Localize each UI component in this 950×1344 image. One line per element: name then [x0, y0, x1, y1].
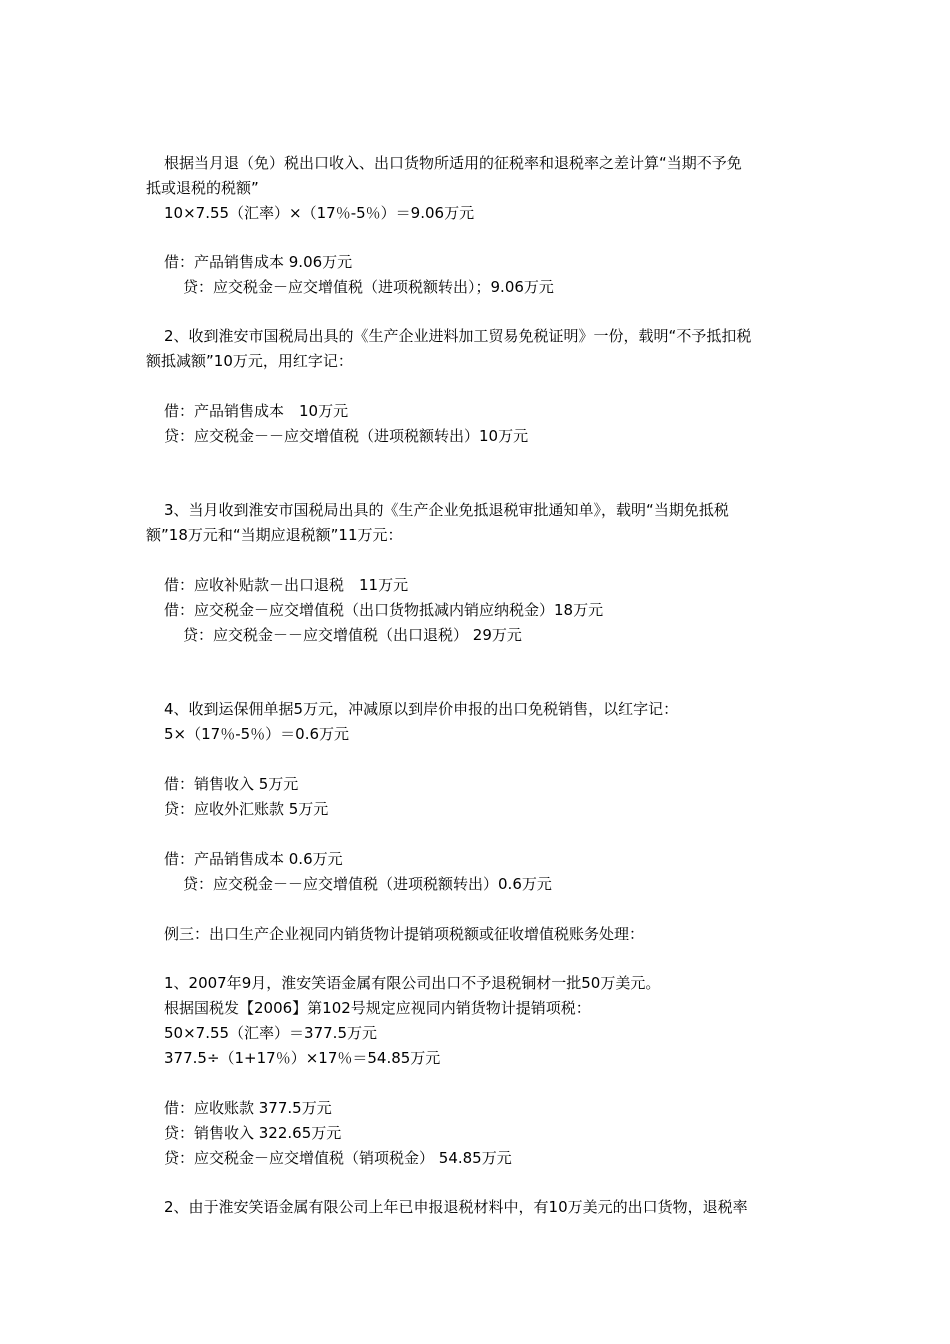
journal-entry-line: 借：应收账款 377.5万元: [164, 1099, 332, 1117]
formula-line: 50×7.55（汇率）＝377.5万元: [164, 1024, 377, 1042]
journal-entry-line: 贷：应收外汇账款 5万元: [164, 800, 329, 818]
paragraph-line: 2、由于淮安笑语金属有限公司上年已申报退税材料中，有10万美元的出口货物，退税率: [164, 1198, 748, 1216]
paragraph-line: 额抵减额”10万元，用红字记：: [146, 352, 353, 370]
paragraph-line: 根据当月退（免）税出口收入、出口货物所适用的征税率和退税率之差计算“当期不予免: [164, 154, 742, 172]
journal-entry-line: 借：应收补贴款－出口退税 11万元: [164, 576, 409, 594]
journal-entry-line: 贷：应交税金－－应交增值税（进项税额转出）0.6万元: [183, 875, 552, 893]
formula-line: 10×7.55（汇率）×（17％-5％）＝9.06万元: [164, 204, 475, 222]
paragraph-line: 1、2007年9月，淮安笑语金属有限公司出口不予退税铜材一批50万美元。: [164, 974, 661, 992]
journal-entry-line: 贷：应交税金－－应交增值税（进项税额转出）10万元: [164, 427, 529, 445]
journal-entry-line: 贷：应交税金－应交增值税（销项税金） 54.85万元: [164, 1149, 512, 1167]
paragraph-line: 2、收到淮安市国税局出具的《生产企业进料加工贸易免税证明》一份，载明“不予抵扣税: [164, 327, 752, 345]
paragraph-line: 3、当月收到淮安市国税局出具的《生产企业免抵退税审批通知单》，载明“当期免抵税: [164, 501, 729, 519]
journal-entry-line: 贷：应交税金－－应交增值税（出口退税） 29万元: [183, 626, 522, 644]
paragraph-line: 额”18万元和“当期应退税额”11万元：: [146, 526, 403, 544]
section-heading: 例三：出口生产企业视同内销货物计提销项税额或征收增值税账务处理：: [164, 925, 645, 943]
paragraph-line: 根据国税发【2006】第102号规定应视同内销货物计提销项税：: [164, 999, 591, 1017]
journal-entry-line: 贷：销售收入 322.65万元: [164, 1124, 342, 1142]
formula-line: 377.5÷（1+17％）×17％＝54.85万元: [164, 1049, 441, 1067]
formula-line: 5×（17％-5％）＝0.6万元: [164, 725, 350, 743]
paragraph-line: 4、收到运保佣单据5万元，冲减原以到岸价申报的出口免税销售，以红字记：: [164, 700, 679, 718]
journal-entry-line: 借：销售收入 5万元: [164, 775, 299, 793]
journal-entry-line: 借：产品销售成本 9.06万元: [164, 253, 353, 271]
journal-entry-line: 借：产品销售成本 10万元: [164, 402, 349, 420]
journal-entry-line: 贷：应交税金－应交增值税（进项税额转出）；9.06万元: [183, 278, 554, 296]
journal-entry-line: 借：产品销售成本 0.6万元: [164, 850, 343, 868]
paragraph-line: 抵或退税的税额”: [146, 179, 259, 197]
journal-entry-line: 借：应交税金－应交增值税（出口货物抵减内销应纳税金）18万元: [164, 601, 604, 619]
